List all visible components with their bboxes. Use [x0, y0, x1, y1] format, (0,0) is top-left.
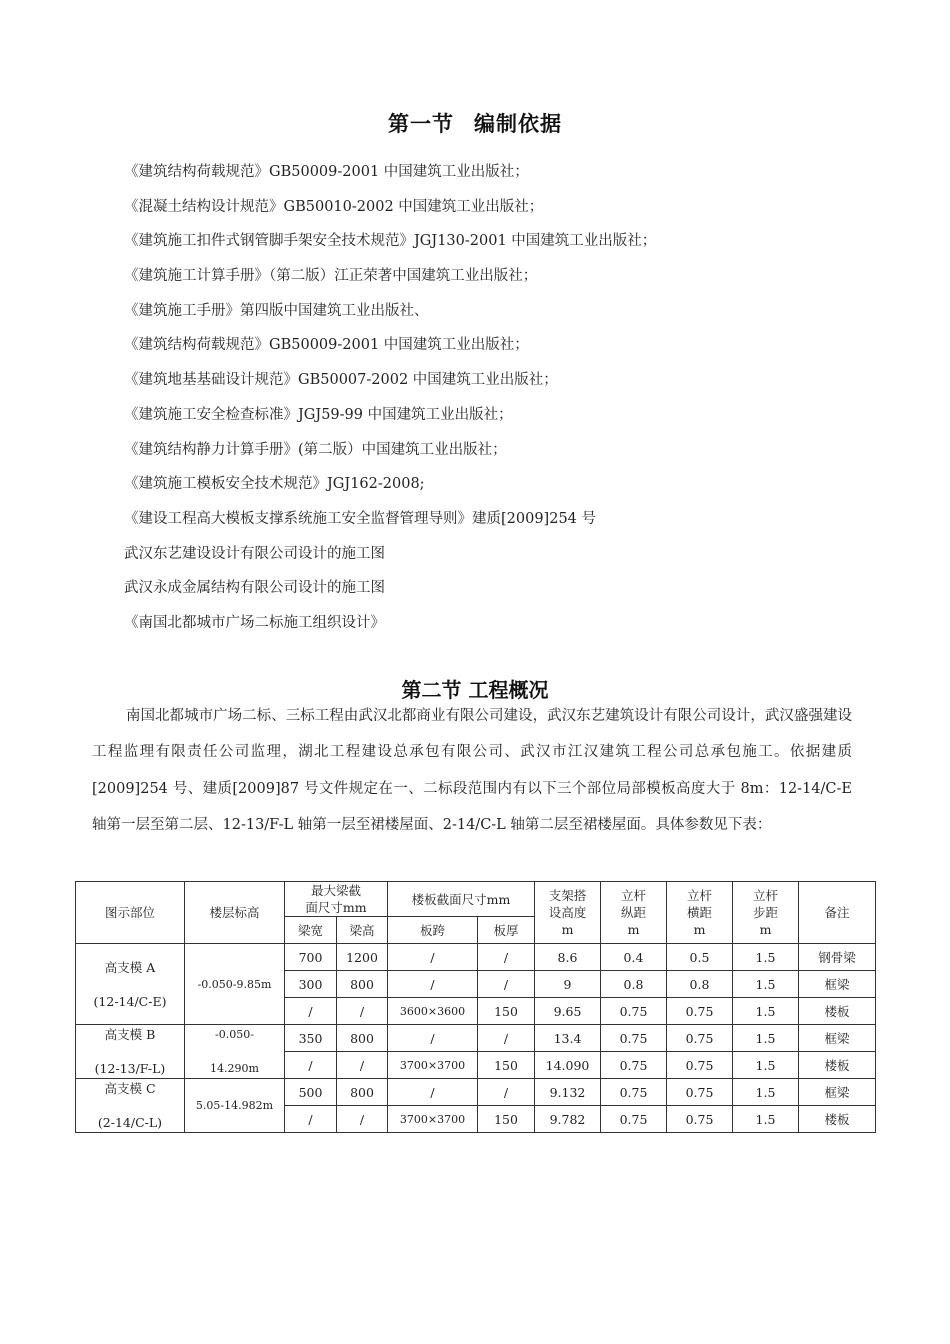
section1-heading: 编制依据 — [474, 112, 562, 136]
cell-support-height: 9 — [535, 971, 601, 998]
cell-support-height: 9.132 — [535, 1079, 601, 1106]
project-overview-paragraph: 南国北都城市广场二标、三标工程由武汉北都商业有限公司建设，武汉东艺建筑设计有限公司设计，武汉盛强建设工程监理有限责任公司监理，湖北工程建设总承包有限公司、武汉市江汉建筑工程公司总承包施工。依据建质[2009]254 号、建质[2009]87 号文件规定在一、二标段范围内有以下三个部位局部模板高度大于 8m：12-14/C-E 轴第一层至第二层、12-13/F-L 轴第一层至裙楼屋面、2-14/C-L 轴第二层至裙楼屋面。具体参数见下表： — [92, 708, 852, 833]
reference-item: 《混凝土结构设计规范》GB50010-2002 中国建筑工业出版社； — [124, 198, 544, 215]
cell-beam-height: / — [337, 998, 388, 1025]
table-row — [76, 944, 876, 971]
cell-slab-span: / — [388, 971, 478, 998]
cell-longitudinal-spacing: 0.75 — [601, 1079, 667, 1106]
cell-step-distance: 1.5 — [733, 971, 799, 998]
header-support-height: 支架搭 设高度 m — [535, 882, 601, 944]
cell-slab-span: 3700×3700 — [388, 1052, 478, 1079]
header-location: 图示部位 — [76, 882, 185, 944]
cell-slab-span: / — [388, 1025, 478, 1052]
cell-beam-height: / — [337, 1106, 388, 1133]
cell-support-height: 14.090 — [535, 1052, 601, 1079]
header-longitudinal-spacing: 立杆 纵距 m — [601, 882, 667, 944]
group-level-cell: -0.050-9.85m — [185, 944, 285, 1025]
cell-transverse-spacing: 0.75 — [667, 1079, 733, 1106]
group-location-cell: 高支模 A (12-14/C-E) — [76, 944, 185, 1025]
reference-item: 《建筑施工模板安全技术规范》JGJ162-2008; — [124, 476, 425, 493]
cell-beam-height: / — [337, 1052, 388, 1079]
cell-slab-thickness: 150 — [478, 1106, 535, 1133]
group-location-cell: 高支模 B (12-13/F-L) — [76, 1025, 185, 1079]
cell-remark: 钢骨梁 — [799, 944, 876, 971]
cell-support-height: 13.4 — [535, 1025, 601, 1052]
cell-longitudinal-spacing: 0.75 — [601, 1052, 667, 1079]
header-beam-height: 梁高 — [337, 917, 388, 944]
cell-beam-width: 700 — [285, 944, 337, 971]
cell-transverse-spacing: 0.8 — [667, 971, 733, 998]
reference-item: 《南国北都城市广场二标施工组织设计》 — [124, 614, 385, 631]
reference-item: 《建筑结构静力计算手册》(第二版）中国建筑工业出版社； — [124, 441, 507, 458]
cell-support-height: 9.65 — [535, 998, 601, 1025]
cell-beam-width: 500 — [285, 1079, 337, 1106]
cell-longitudinal-spacing: 0.75 — [601, 1106, 667, 1133]
cell-step-distance: 1.5 — [733, 1079, 799, 1106]
group-location-cell: 高支模 C (2-14/C-L) — [76, 1079, 185, 1133]
header-transverse-spacing: 立杆 横距 m — [667, 882, 733, 944]
reference-item: 武汉东艺建设设计有限公司设计的施工图 — [124, 545, 385, 562]
cell-remark: 楼板 — [799, 1106, 876, 1133]
group-level-cell: -0.050- 14.290m — [185, 1025, 285, 1079]
header-beam-width: 梁宽 — [285, 917, 337, 944]
reference-item: 《建筑结构荷载规范》GB50009-2001 中国建筑工业出版社； — [124, 337, 529, 354]
cell-slab-span: / — [388, 1079, 478, 1106]
cell-slab-span: 3700×3700 — [388, 1106, 478, 1133]
cell-beam-width: / — [285, 998, 337, 1025]
cell-longitudinal-spacing: 0.75 — [601, 998, 667, 1025]
cell-longitudinal-spacing: 0.4 — [601, 944, 667, 971]
cell-transverse-spacing: 0.75 — [667, 998, 733, 1025]
cell-slab-thickness: / — [478, 1025, 535, 1052]
cell-remark: 框梁 — [799, 1025, 876, 1052]
cell-slab-thickness: / — [478, 971, 535, 998]
table-row — [76, 1079, 876, 1106]
group-level-cell: 5.05-14.982m — [185, 1079, 285, 1133]
cell-beam-height: 1200 — [337, 944, 388, 971]
table-row — [76, 1025, 876, 1052]
cell-step-distance: 1.5 — [733, 1025, 799, 1052]
reference-item: 《建筑施工计算手册》（第二版）江正荣著中国建筑工业出版社； — [124, 268, 538, 285]
cell-transverse-spacing: 0.75 — [667, 1025, 733, 1052]
reference-item: 《建筑施工手册》第四版中国建筑工业出版社、 — [124, 302, 429, 319]
cell-slab-thickness: 150 — [478, 998, 535, 1025]
cell-longitudinal-spacing: 0.75 — [601, 1025, 667, 1052]
cell-remark: 楼板 — [799, 998, 876, 1025]
cell-support-height: 9.782 — [535, 1106, 601, 1133]
reference-item: 《建设工程高大模板支撑系统施工安全监督管理导则》建质[2009]254 号 — [124, 510, 596, 527]
cell-remark: 框梁 — [799, 1079, 876, 1106]
cell-step-distance: 1.5 — [733, 944, 799, 971]
cell-slab-span: 3600×3600 — [388, 998, 478, 1025]
header-floor-level: 楼层标高 — [185, 882, 285, 944]
cell-slab-span: / — [388, 944, 478, 971]
cell-slab-thickness: 150 — [478, 1052, 535, 1079]
reference-list — [124, 160, 884, 646]
cell-transverse-spacing: 0.75 — [667, 1106, 733, 1133]
cell-beam-height: 800 — [337, 971, 388, 998]
cell-beam-width: / — [285, 1052, 337, 1079]
header-remark: 备注 — [799, 882, 876, 944]
cell-longitudinal-spacing: 0.8 — [601, 971, 667, 998]
header-slab-thickness: 板厚 — [478, 917, 535, 944]
cell-slab-thickness: / — [478, 1079, 535, 1106]
section1-number: 第一节 — [388, 112, 454, 136]
cell-beam-width: / — [285, 1106, 337, 1133]
header-slab-span: 板跨 — [388, 917, 478, 944]
cell-step-distance: 1.5 — [733, 1052, 799, 1079]
cell-step-distance: 1.5 — [733, 1106, 799, 1133]
cell-slab-thickness: / — [478, 944, 535, 971]
cell-step-distance: 1.5 — [733, 998, 799, 1025]
reference-item: 《建筑施工安全检查标准》JGJ59-99 中国建筑工业出版社； — [124, 406, 513, 423]
formwork-parameter-table — [75, 881, 876, 1133]
cell-beam-width: 300 — [285, 971, 337, 998]
header-step-distance: 立杆 步距 m — [733, 882, 799, 944]
section2-title: 第二节 工程概况 — [401, 678, 549, 702]
reference-item: 《建筑地基基础设计规范》GB50007-2002 中国建筑工业出版社； — [124, 372, 558, 389]
cell-beam-width: 350 — [285, 1025, 337, 1052]
cell-remark: 楼板 — [799, 1052, 876, 1079]
cell-beam-height: 800 — [337, 1025, 388, 1052]
cell-beam-height: 800 — [337, 1079, 388, 1106]
cell-transverse-spacing: 0.5 — [667, 944, 733, 971]
reference-item: 武汉永成金属结构有限公司设计的施工图 — [124, 580, 385, 597]
reference-item: 《建筑结构荷载规范》GB50009-2001 中国建筑工业出版社； — [124, 164, 529, 180]
section1-title — [0, 108, 950, 138]
cell-transverse-spacing: 0.75 — [667, 1052, 733, 1079]
table-header-row — [76, 882, 876, 917]
header-slab-section: 楼板截面尺寸mm — [388, 882, 535, 917]
cell-remark: 框梁 — [799, 971, 876, 998]
cell-support-height: 8.6 — [535, 944, 601, 971]
reference-item: 《建筑施工扣件式钢管脚手架安全技术规范》JGJ130-2001 中国建筑工业出版社； — [124, 233, 657, 250]
header-beam-section: 最大梁截 面尺寸mm — [285, 882, 388, 917]
